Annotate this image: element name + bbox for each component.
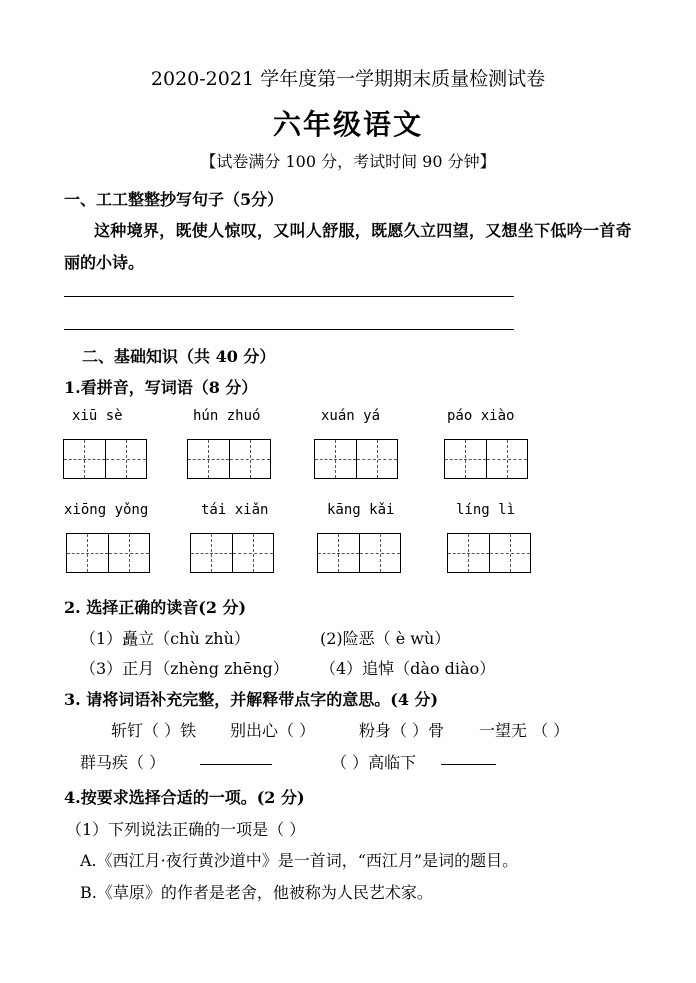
pinyin-label: xuán yá <box>321 408 381 424</box>
answer-blank[interactable] <box>441 750 496 769</box>
q2-heading: 2. 选择正确的读音(2 分) <box>64 598 247 617</box>
answer-blank[interactable] <box>200 750 272 769</box>
copy-sentence-line2: 丽的小诗。 <box>64 253 145 272</box>
q3-word: 群马疾（ ） <box>80 753 166 772</box>
exam-info: 【试卷满分 100 分，考试时间 90 分钟】 <box>200 152 496 171</box>
writing-grid[interactable] <box>447 533 531 573</box>
q4-option-a: A.《西江月·夜行黄沙道中》是一首词，“西江月”是词的题目。 <box>80 851 519 870</box>
q3-word: （ ）高临下 <box>331 753 417 772</box>
q1-heading: 1.看拼音，写词语（8 分） <box>64 378 258 397</box>
q3-word: 一望无 （ ） <box>479 721 570 740</box>
pinyin-label: hún zhuó <box>193 408 261 424</box>
q2-option-3: （3）正月（zhèng zhēng） <box>80 659 289 678</box>
section1-heading: 一、工工整整抄写句子（5分） <box>64 190 284 209</box>
q2-option-2: (2)险恶（ è wù） <box>320 629 451 648</box>
pinyin-label: xiōng yǒng <box>64 502 149 518</box>
pinyin-label: kāng kǎi <box>327 502 395 518</box>
exam-subject: 六年级语文 <box>272 108 423 141</box>
writing-grid[interactable] <box>187 439 271 479</box>
q3-word: 斩钉（ ）铁 <box>111 721 197 740</box>
q3-heading: 3. 请将词语补充完整，并解释带点字的意思。(4 分) <box>64 690 439 709</box>
q2-option-4: （4）追悼（dào diào） <box>320 659 496 678</box>
q4-subquestion-1: （1）下列说法正确的一项是（ ） <box>66 820 306 839</box>
writing-line-2[interactable] <box>64 329 514 330</box>
q3-word: 别出心（ ） <box>230 721 316 740</box>
q3-word: 粉身（ ）骨 <box>359 721 445 740</box>
pinyin-label: páo xiào <box>447 408 515 424</box>
q2-option-1: （1）矗立（chù zhù） <box>80 629 250 648</box>
writing-grid[interactable] <box>444 439 528 479</box>
exam-title: 2020-2021 学年度第一学期期末质量检测试卷 <box>150 68 546 90</box>
writing-grid[interactable] <box>66 533 150 573</box>
writing-grid[interactable] <box>314 439 398 479</box>
writing-grid[interactable] <box>317 533 401 573</box>
pinyin-label: tái xiǎn <box>201 502 269 518</box>
pinyin-label: líng lì <box>456 502 516 518</box>
writing-line-1[interactable] <box>64 296 514 297</box>
q4-option-b: B.《草原》的作者是老舍，他被称为人民艺术家。 <box>80 883 433 902</box>
section2-heading: 二、基础知识（共 40 分） <box>82 347 276 366</box>
q4-heading: 4.按要求选择合适的一项。(2 分) <box>64 788 305 807</box>
pinyin-label: xiū sè <box>72 408 123 424</box>
writing-grid[interactable] <box>190 533 274 573</box>
copy-sentence-line1: 这种境界，既使人惊叹，又叫人舒服，既愿久立四望，又想坐下低吟一首奇 <box>94 221 632 240</box>
writing-grid[interactable] <box>63 439 147 479</box>
